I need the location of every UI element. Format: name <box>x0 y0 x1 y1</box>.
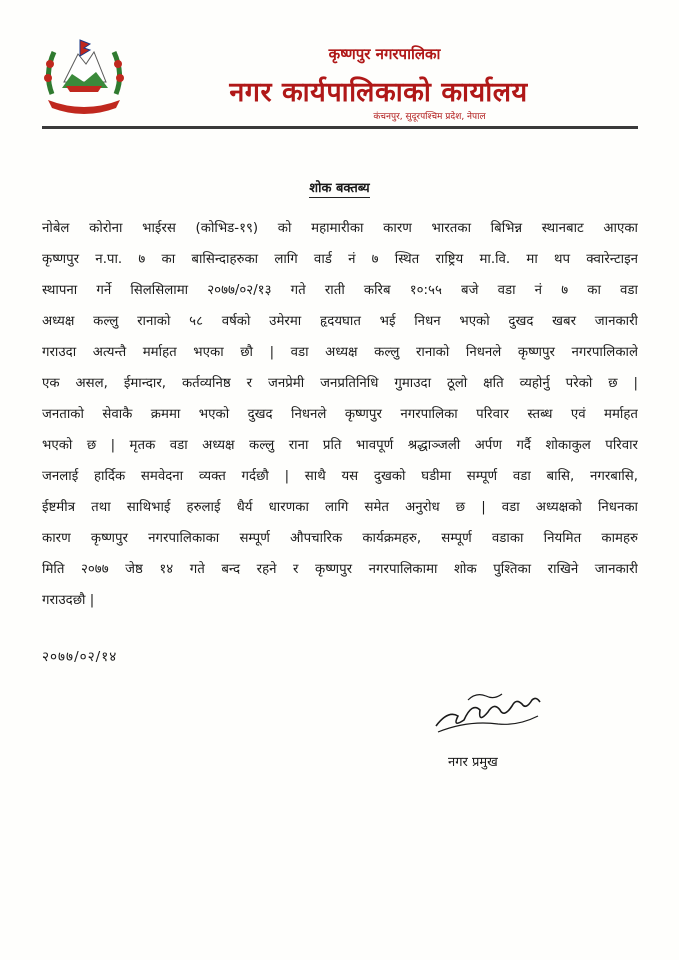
document-date: २०७७/०२/१४ <box>42 649 118 665</box>
body-line: ईष्टमीत्र तथा साथिभाई हरुलाई धैर्य धारणका लागि समेत अनुरोध छ | वडा अध्यक्षको निधनका <box>42 500 638 515</box>
body-line: मिति २०७७ जेष्ठ १४ गते बन्द रहने र कृष्णपुर नगरपालिकामा शोक पुश्तिका राखिने जानकारी <box>42 562 638 577</box>
signature-icon <box>428 680 548 738</box>
body-line: भएको छ | मृतक वडा अध्यक्ष कल्लु राना प्रति भावपूर्ण श्रद्धाञ्जली अर्पण गर्दै शोकाकुल परिवार <box>42 438 638 453</box>
statement-body <box>42 213 638 616</box>
body-line: स्थापना गर्ने सिलसिलामा २०७७/०२/१३ गते राती करिब १०:५५ बजे वडा नं ७ का वडा <box>42 283 638 298</box>
body-line: गराउदा अत्यन्तै मर्माहत भएका छौ | वडा अध्यक्ष कल्लु रानाको निधनले कृष्णपुर नगरपालिकाले <box>42 345 638 360</box>
body-line: अध्यक्ष कल्लु रानाको ५८ वर्षको उमेरमा हृदयघात भई निधन भएको दुखद खबर जानकारी <box>42 314 638 329</box>
document-title-text: शोक बक्तब्य <box>309 181 370 196</box>
document-title <box>0 178 679 196</box>
body-line: गराउदछौ | <box>42 593 95 608</box>
office-address: कंचनपुर, सुदूरपश्चिम प्रदेश, नेपाल <box>373 112 486 122</box>
office-title: नगर कार्यपालिकाको कार्यालय <box>229 77 528 108</box>
body-line: जनताको सेवाकै क्रममा भएको दुखद निधनले कृष्णपुर नगरपालिका परिवार स्तब्ध एवं मर्माहत <box>42 407 638 422</box>
municipality-name: कृष्णपुर नगरपालिका <box>328 45 441 63</box>
body-line: नोबेल कोरोना भाईरस (कोभिड-१९) को महामारीका कारण भारतका बिभिन्न स्थानबाट आएका <box>42 221 638 236</box>
body-line: कारण कृष्णपुर नगरपालिकाका सम्पूर्ण औपचारिक कार्यक्रमहरु, सम्पूर्ण वडाका नियमित कामहरु <box>42 531 638 546</box>
header-divider <box>42 126 638 129</box>
body-line: जनलाई हार्दिक समवेदना व्यक्त गर्दछौ | साथै यस दुखको घडीमा सम्पूर्ण वडा बासि, नगरबासि, <box>42 469 638 484</box>
signer-title: नगर प्रमुख <box>448 755 498 770</box>
body-line: एक असल, ईमान्दार, कर्तव्यनिष्ठ र जनप्रेमी जनप्रतिनिधि गुमाउदा ठूलो क्षति व्यहोर्नु परेको छ | <box>42 376 638 391</box>
body-line: कृष्णपुर न.पा. ७ का बासिन्दाहरुका लागि वार्ड नं ७ स्थित राष्ट्रिय मा.वि. मा थप क्वारेन्टाइन <box>42 252 638 267</box>
